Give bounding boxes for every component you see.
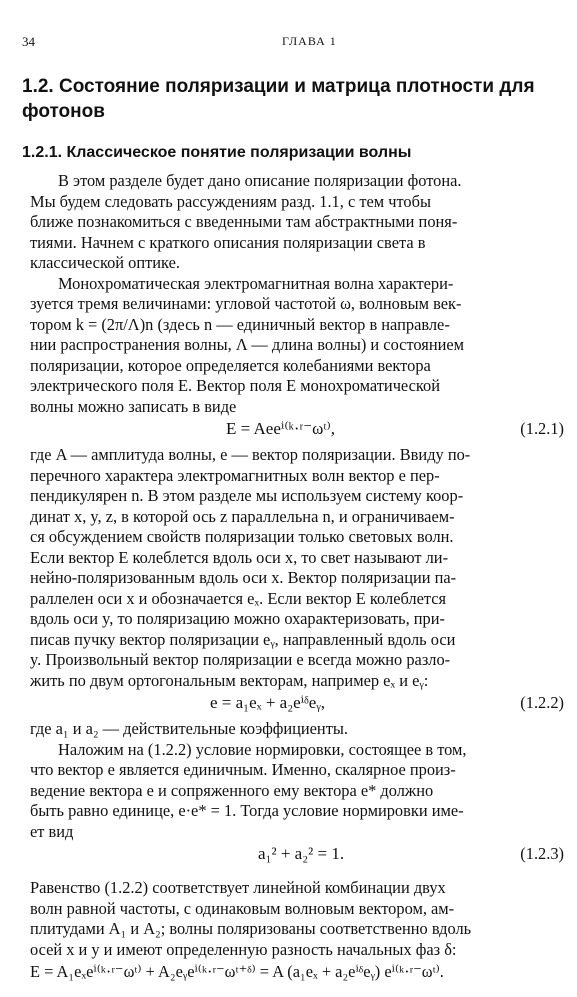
text-line: тиями. Начнем с краткого описания поляризации света в [30, 232, 426, 252]
text-line: y. Произвольный вектор поляризации e всегда можно разло- [30, 650, 451, 669]
text-line: зуется тремя величинами: угловой частотой ω, волновым век- [30, 294, 462, 313]
text-line: плитудами A₁ и A₂; волны поляризованы соответственно вдоль [30, 919, 472, 938]
page-number: 34 [22, 34, 35, 49]
equation-formula: E = Aeeⁱ⁽ᵏ·ʳ⁻ωᵗ⁾, [226, 419, 336, 438]
text-line: пендикулярен n. В этом разделе мы используем систему коор- [30, 486, 464, 505]
equation-1-2-1 [30, 417, 568, 445]
text-line: осей x и y и имеют определенную разность начальных фаз δ: [30, 939, 457, 959]
text-line: нейно-поляризованным вдоль оси x. Вектор поляризации па- [30, 568, 457, 587]
equation-number: (1.2.3) [520, 844, 564, 863]
text-line: нии распространения волны, Λ — длина волны) и состоянием [30, 335, 465, 354]
text-line: раллелен оси x и обозначается eₓ. Если вектор E колеблется [30, 588, 447, 608]
equation-1-2-3 [30, 842, 568, 870]
text-line: быть равно единице, e·e* = 1. Тогда условие нормировки име- [30, 801, 464, 820]
text-line: ся обсуждением свойств поляризации только световых волн. [30, 527, 454, 546]
equation-formula: e = a₁eₓ + a₂eⁱᵟeᵧ, [210, 693, 326, 712]
equation-formula: E = A₁eₓeⁱ⁽ᵏ·ʳ⁻ωᵗ⁾ + A₂eᵧeⁱ⁽ᵏ·ʳ⁻ωᵗ⁺ᵟ⁾ = A (a₁eₓ + a₂eⁱᵟeᵧ) eⁱ⁽ᵏ·ʳ⁻ωᵗ⁾. [30, 962, 444, 981]
text-line: вдоль оси y, то поляризацию можно охарактеризовать, при- [30, 609, 445, 628]
text-line: ет вид [30, 821, 74, 841]
text-line: В этом разделе будет дано описание поляризации фотона. [58, 171, 462, 190]
text-line: Мы будем следовать рассуждениям разд. 1.1, с тем чтобы [30, 191, 431, 211]
text-line: Равенство (1.2.2) соответствует линейной комбинации двух [30, 878, 446, 897]
equation-number: (1.2.1) [520, 419, 564, 438]
equation-number: (1.2.2) [520, 693, 564, 712]
text-line: динат x, y, z, в которой ось z параллельна n, и ограничиваем- [30, 506, 455, 526]
text-line: поляризации, которое определяется колебаниями вектора [30, 355, 431, 375]
text-line: где a₁ и a₂ — действительные коэффициенты. [30, 719, 348, 738]
text-line: писав пучку вектор поляризации eᵧ, направленный вдоль оси [30, 629, 456, 649]
equation-wave-sum [30, 960, 568, 988]
text-line: перечного характера электромагнитных волн вектор e пер- [30, 465, 440, 485]
running-head: ГЛАВА 1 [282, 34, 337, 48]
text-line: тором k = (2π/Λ)n (здесь n — единичный вектор в направле- [30, 314, 450, 334]
text-line: волн равной частоты, с одинаковым волновым вектором, ам- [30, 898, 455, 918]
text-line: жить по двум ортогональным векторам, например eₓ и eᵧ: [30, 670, 429, 690]
text-line: ближе познакомиться с введенными там абстрактными поня- [30, 212, 458, 231]
body-text [30, 171, 568, 988]
text-line: где A — амплитуда волны, e — вектор поляризации. Ввиду по- [30, 445, 471, 464]
text-line: электрического поля E. Вектор поля E монохроматической [30, 376, 440, 395]
text-line: Если вектор E колеблется вдоль оси x, то свет называют ли- [30, 547, 449, 567]
page-header [22, 34, 555, 54]
equation-1-2-2 [30, 691, 568, 719]
text-line: ведение вектора e и сопряженного ему вектора e* должно [30, 780, 434, 800]
subsection-heading: 1.2.1. Классическое понятие поляризации волны [22, 144, 412, 161]
text-line: Монохроматическая электромагнитная волна характери- [58, 273, 454, 293]
equation-formula: a₁² + a₂² = 1. [258, 844, 345, 863]
section-heading: 1.2. Состояние поляризации и матрица плотности для фотонов [22, 76, 535, 122]
text-line: Наложим на (1.2.2) условие нормировки, состоящее в том, [58, 739, 467, 759]
text-line: что вектор e является единичным. Именно, скалярное произ- [30, 760, 456, 779]
text-line: классической оптике. [30, 253, 180, 272]
text-line: волны можно записать в виде [30, 396, 237, 416]
